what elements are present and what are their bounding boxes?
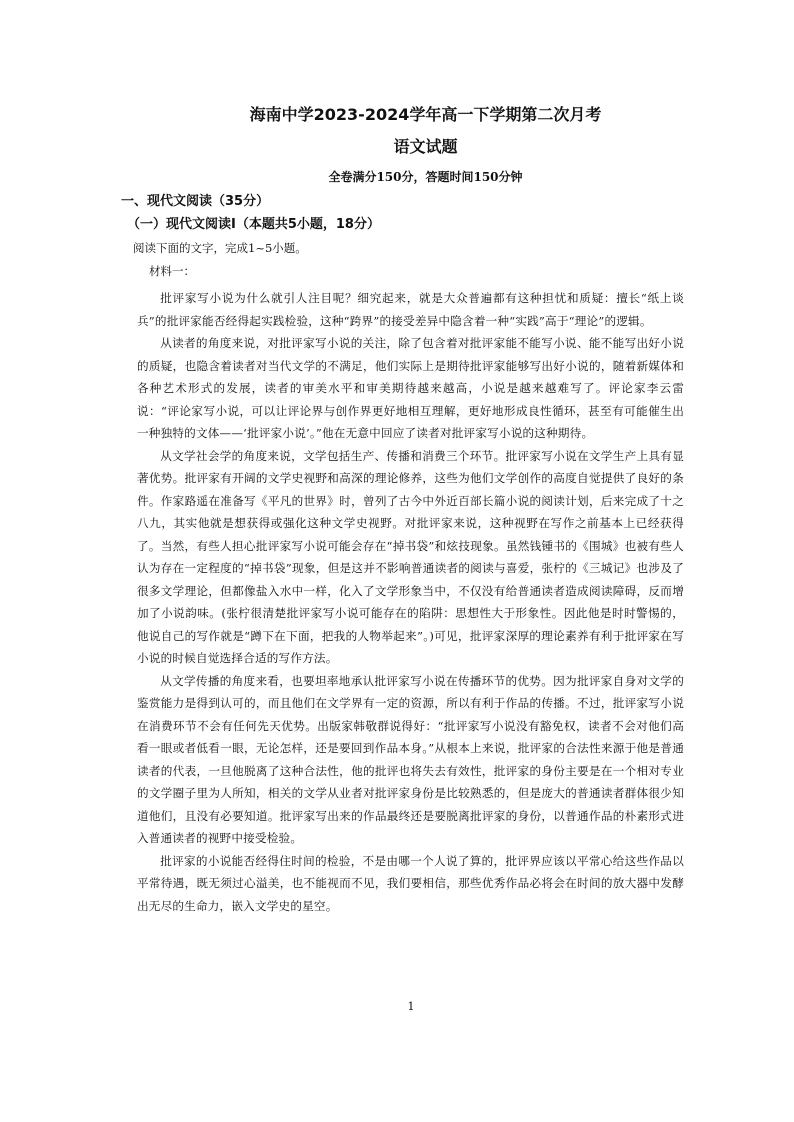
paragraph-1: 批评家写小说为什么就引人注目呢？细究起来，就是大众普遍都有这种担忧和质疑：擅长“纸上谈兵”的批评家能否经得起实践检验，这种“跨界”的接受差异中隐含着一种“实践”高于“理论”的逻辑。 [137, 291, 684, 328]
exam-info: 全卷满分150分，答题时间150分钟 [328, 170, 523, 184]
paragraph-2: 从读者的角度来说，对批评家写小说的关注，除了包含着对批评家能不能写小说、能不能写出好小说的质疑，也隐含着读者对当代文学的不满足，他们实际上是期待批评家能够写出好小说的，随着新媒体和各种艺术形式的发展，读者的审美水平和审美期待越来越高，小说是越来越难写了。评论家李云雷说：“评论家写小说，可以让评论界与创作界更好地相互理解，更好地形成良性循环，甚至有可能催生出一种独特的文体——‘批评家小说’。”他在无意中回应了读者对批评家写小说的这种期待。 [137, 336, 684, 440]
reading-instruction: 阅读下面的文字，完成1~5小题。 [133, 241, 307, 255]
paragraph-3: 从文学社会学的角度来说，文学包括生产、传播和消费三个环节。批评家写小说在文学生产上具有显著优势。批评家有开阔的文学史视野和高深的理论修养，这些为他们文学创作的高度自觉提供了良好的条件。作家路遥在准备写《平凡的世界》时，曾列了古今中外近百部长篇小说的阅读计划，后来完成了十之八九，其实他就是想获得或强化这种文学史视野。对批评家来说，这种视野在写作之前基本上已经获得了。当然，有些人担心批评家写小说可能会存在“掉书袋”和炫技现象。虽然钱锺书的《围城》也被有些人认为存在一定程度的“掉书袋”现象，但是这并不影响普通读者的阅读与喜爱，张柠的《三城记》也涉及了很多文学理论，但都像盐入水中一样，化入了文学形象当中，不仅没有给普通读者造成阅读障碍，反而增加了小说韵味。(张柠很清楚批评家写小说可能存在的陷阱：思想性大于形象性。因此他是时时警惕的，他说自己的写作就是“蹲下在下面，把我的人物举起来”。)可见，批评家深厚的理论素养有利于批评家在写小说的时候自觉选择合适的写作方法。 [137, 448, 684, 665]
section-heading: 一、现代文阅读（35分） [121, 194, 270, 209]
part-heading: （一）现代文阅读Ⅰ（本题共5小题，18分） [127, 217, 380, 232]
paragraph-5: 批评家的小说能否经得住时间的检验，不是由哪一个人说了算的，批评界应该以平常心给这些作品以平常待遇，既无须过心溢美，也不能视而不见，我们要相信，那些优秀作品必将会在时间的放大器中发酵出无尽的生命力，嵌入文学史的星空。 [137, 853, 684, 913]
exam-subtitle: 语文试题 [393, 137, 458, 156]
exam-title: 海南中学2023-2024学年高一下学期第二次月考 [249, 105, 602, 124]
material-label: 材料一： [149, 264, 195, 278]
paragraph-4: 从文学传播的角度来看，也要坦率地承认批评家写小说在传播环节的优势。因为批评家自身对文学的鉴赏能力是得到认可的，而且他们在文学界有一定的资源，所以有利于作品的传播。不过，批评家写小说在消费环节不会有任何先天优势。出版家韩敬群说得好：“批评家写小说没有豁免权，读者不会对他们高看一眼或者低看一眼，无论怎样，还是要回到作品本身。”从根本上来说，批评家的合法性来源于他是普通读者的代表，一旦他脱离了这种合法性，他的批评也将失去有效性，批评家的身份主要是在一个相对专业的文学圈子里为人所知，相关的文学从业者对批评家身份是比较熟悉的，但是庞大的普通读者群体很少知道他们，且没有必要知道。批评家写出来的作品最终还是要脱离批评家的身份，以普通作品的朴素形式进入普通读者的视野中接受检验。 [137, 673, 684, 845]
page-number: 1 [407, 1000, 415, 1013]
